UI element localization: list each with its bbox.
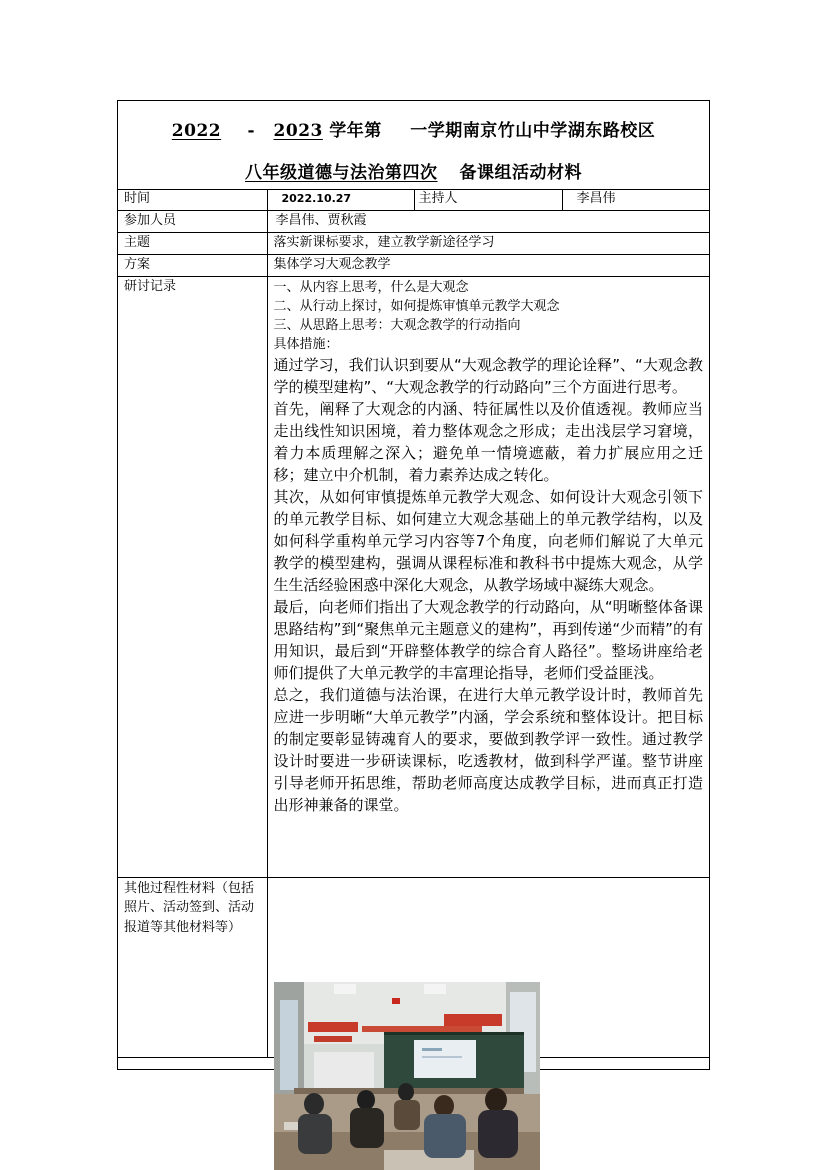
time-label: 时间	[118, 189, 267, 210]
info-table	[118, 189, 709, 1058]
classroom-photo-icon	[274, 982, 540, 1170]
record-content	[267, 276, 709, 877]
outline-item: 一、从内容上思考，什么是大观念	[273, 279, 469, 295]
record-paragraph: 最后，向老师们指出了大观念教学的行动路向，从“明晰整体备课思路结构”到“聚焦单元主题意义的建构”，再到传递“少而精”的有用知识，最后到“开辟整体教学的综合育人路径”。整场讲座给老师们提供了大单元教学的丰富理论指导，老师们受益匪浅。	[273, 597, 703, 682]
record-label: 研讨记录	[118, 276, 267, 877]
form-header	[118, 101, 709, 190]
plan-value: 集体学习大观念教学	[267, 254, 709, 276]
participants-value: 李昌伟、贾秋霞	[267, 210, 709, 232]
outline-item: 三、从思路上思考：大观念教学的行动指向	[273, 317, 521, 333]
topic-value: 落实新课标要求，建立教学新途径学习	[267, 232, 709, 254]
school-year-label: 学年第	[329, 121, 382, 141]
time-row	[118, 189, 709, 210]
year-start: 2022	[171, 121, 222, 141]
record-row	[118, 276, 709, 877]
year-dash: -	[247, 121, 256, 141]
host-label: 主持人	[414, 189, 562, 210]
participants-label: 参加人员	[118, 210, 267, 232]
plan-row	[118, 254, 709, 276]
topic-row	[118, 232, 709, 254]
record-paragraph: 其次，从如何审慎提炼单元教学大观念、如何设计大观念引领下的单元教学目标、如何建立大观念基础上的单元教学结构，以及如何科学重构单元学习内容等7个角度，向老师们解说了大单元教学的模型建构，强调从课程标准和教科书中提炼大观念，从学生生活经验困惑中深化大观念，从教学场域中凝练大观念。	[273, 487, 703, 594]
other-materials-label: 其他过程性材料（包括照片、活动签到、活动报道等其他材料等）	[118, 877, 267, 1057]
activity-record-form	[117, 100, 710, 1070]
record-paragraph: 通过学习，我们认识到要从“大观念教学的理论诠释”、“大观念教学的模型建构”、“大观念教学的行动路向”三个方面进行思考。	[273, 355, 703, 396]
host-value: 李昌伟	[562, 189, 709, 210]
subject-and-round: 八年级道德与法治第四次	[245, 163, 438, 183]
plan-label: 方案	[118, 254, 267, 276]
outline-item: 二、从行动上探讨，如何提炼审慎单元教学大观念	[273, 298, 560, 314]
participants-row	[118, 210, 709, 232]
title-line-1	[118, 116, 709, 141]
classroom-photo	[274, 982, 540, 1170]
record-paragraph: 总之，我们道德与法治课，在进行大单元教学设计时，教师首先应进一步明晰“大单元教学”内涵，学会系统和整体设计。把目标的制定要彰显铸魂育人的要求，要做到教学评一致性。通过教学设计时要进一步研读课标，吃透教材，做到科学严谨。整节讲座引导老师开拓思维，帮助老师高度达成教学目标，进而真正打造出形神兼备的课堂。	[273, 685, 703, 814]
activity-label: 备课组活动材料	[459, 163, 582, 183]
year-end: 2023	[273, 121, 323, 141]
record-paragraph: 首先，阐释了大观念的内涵、特征属性以及价值透视。教师应当走出线性知识困境，着力整体观念之形成；走出浅层学习窘境，着力本质理解之深入；避免单一情境遮蔽，着力扩展应用之迁移；建立中介机制，着力素养达成之转化。	[273, 399, 703, 484]
title-line-2	[118, 158, 709, 183]
topic-label: 主题	[118, 232, 267, 254]
term-and-school: 一学期南京竹山中学湖东路校区	[410, 121, 656, 141]
outline-item: 具体措施：	[273, 336, 339, 352]
time-value: 2022.10.27	[267, 189, 414, 210]
